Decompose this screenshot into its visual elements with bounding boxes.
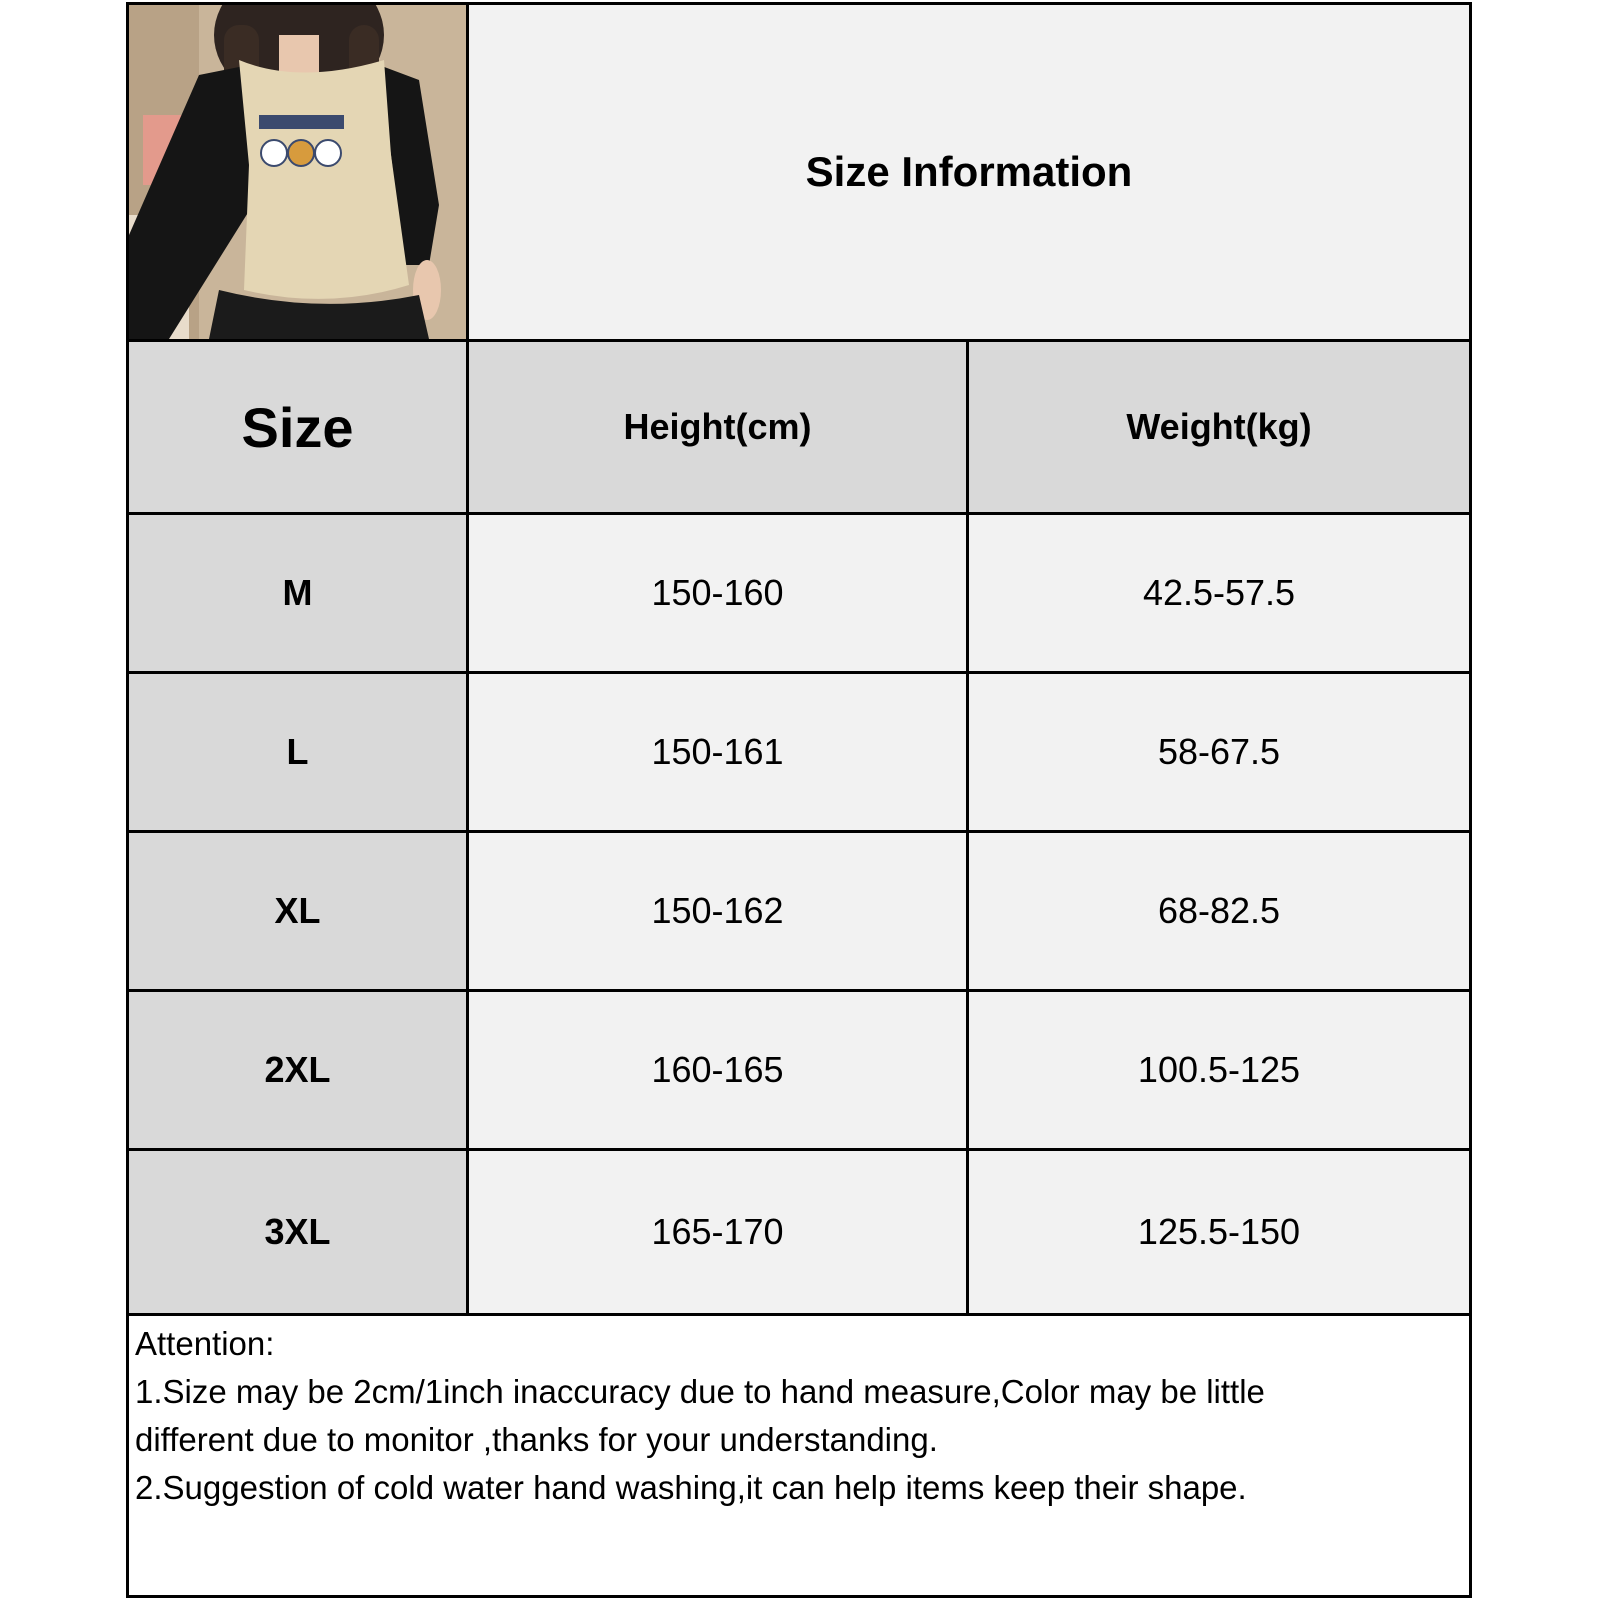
attention-notes (129, 1316, 1469, 1596)
height-cell (469, 674, 969, 833)
weight-cell (969, 674, 1469, 833)
height-cell (469, 515, 969, 674)
note-line-3: 2.Suggestion of cold water hand washing,it can help items keep their shape. (135, 1469, 1247, 1506)
weight-value: 125.5-150 (1137, 1211, 1301, 1252)
title-cell (469, 5, 1469, 342)
size-value: L (286, 731, 309, 772)
weight-value: 42.5-57.5 (1142, 572, 1296, 613)
size-header: Size (241, 395, 354, 459)
height-value: 160-165 (651, 1049, 784, 1090)
notes-heading: Attention: (135, 1325, 275, 1362)
page-title: Size Information (805, 148, 1133, 195)
height-value: 165-170 (651, 1211, 784, 1252)
table-row-size-cell (129, 992, 469, 1151)
size-value: M (282, 572, 313, 613)
size-header-cell (129, 342, 469, 515)
table-row-size-cell (129, 674, 469, 833)
weight-header: Weight(kg) (1126, 406, 1312, 447)
size-value: XL (274, 890, 321, 931)
size-value: 3XL (264, 1211, 331, 1252)
height-header-cell (469, 342, 969, 515)
weight-value: 68-82.5 (1157, 890, 1281, 931)
table-row-size-cell (129, 1151, 469, 1316)
note-line-2: different due to monitor ,thanks for your understanding. (135, 1421, 938, 1458)
weight-cell (969, 992, 1469, 1151)
height-value: 150-161 (651, 731, 784, 772)
weight-value: 58-67.5 (1157, 731, 1281, 772)
height-value: 150-162 (651, 890, 784, 931)
table-row-size-cell (129, 833, 469, 992)
note-line-1: 1.Size may be 2cm/1inch inaccuracy due to hand measure,Color may be little (135, 1373, 1265, 1410)
size-value: 2XL (264, 1049, 331, 1090)
size-chart (126, 2, 1472, 1598)
weight-header-cell (969, 342, 1469, 515)
weight-value: 100.5-125 (1137, 1049, 1301, 1090)
height-value: 150-160 (651, 572, 784, 613)
weight-cell (969, 1151, 1469, 1316)
height-cell (469, 1151, 969, 1316)
weight-cell (969, 515, 1469, 674)
height-cell (469, 833, 969, 992)
table-row-size-cell (129, 515, 469, 674)
weight-cell (969, 833, 1469, 992)
product-photo (129, 5, 469, 342)
height-cell (469, 992, 969, 1151)
height-header: Height(cm) (623, 406, 812, 447)
model-wearing-shirt-image (129, 5, 466, 339)
